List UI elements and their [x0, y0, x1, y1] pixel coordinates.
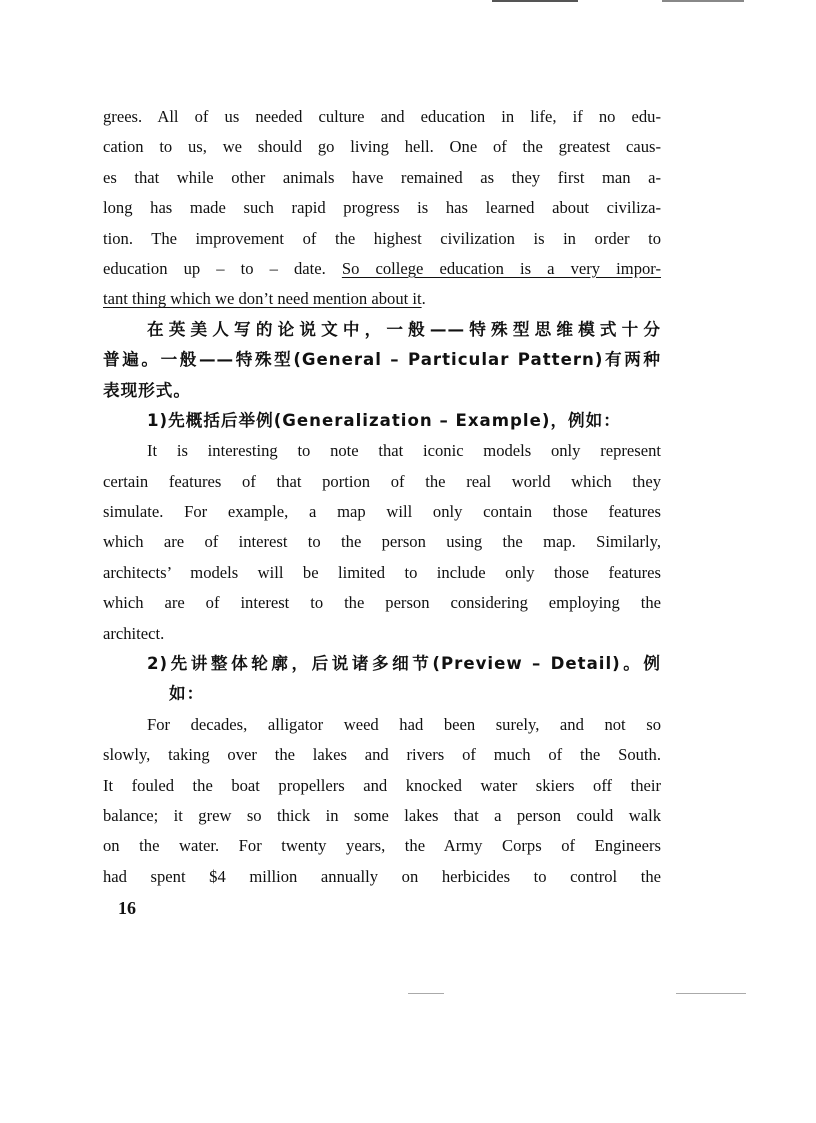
- paragraph-3-line: which are of interest to the person using the map. Similarly,: [103, 532, 661, 552]
- underlined-sentence: tant thing which we don’t need mention about it: [103, 289, 422, 309]
- page-number: 16: [118, 898, 136, 918]
- paragraph-1-line: [103, 284, 661, 314]
- plain-text: education up – to – date.: [103, 258, 342, 278]
- paragraph-2-line: 表现形式。: [103, 380, 191, 400]
- paragraph-1-line: grees. All of us needed culture and education in life, if no edu-: [103, 107, 661, 126]
- paragraph-4-line: balance; it grew so thick in some lakes that a person could walk: [103, 805, 661, 825]
- paragraph-1-line: es that while other animals have remained as they first man a-: [103, 167, 661, 187]
- paragraph-1-line: cation to us, we should go living hell. One of the greatest caus-: [103, 137, 661, 157]
- item-2-heading: 2)先讲整体轮廓，后说诸多细节(Preview – Detail)。例: [147, 654, 661, 674]
- paragraph-1-line: [103, 254, 661, 284]
- plain-text: .: [421, 289, 426, 309]
- scan-edge-mark: [492, 0, 578, 2]
- paragraph-3-line: architect.: [103, 623, 165, 643]
- paragraph-4-line: For decades, alligator weed had been surely, and not so: [147, 714, 661, 734]
- paragraph-3-line: architects’ models will be limited to include only those features: [103, 562, 661, 582]
- paragraph-3-line: simulate. For example, a map will only contain those features: [103, 502, 661, 522]
- paragraph-3-line: certain features of that portion of the real world which they: [103, 471, 661, 491]
- paragraph-4-line: on the water. For twenty years, the Army Corps of Engineers: [103, 836, 661, 856]
- scan-artifact: [676, 993, 746, 994]
- paragraph-4-line: It fouled the boat propellers and knocked water skiers off their: [103, 775, 661, 795]
- paragraph-3-line: It is interesting to note that iconic models only represent: [147, 441, 661, 461]
- page-body: [103, 102, 661, 892]
- paragraph-2-line: 普遍。一般——特殊型(General – Particular Pattern)有两种: [103, 350, 661, 370]
- scan-edge-mark: [662, 0, 744, 2]
- item-2-heading: 如：: [169, 684, 205, 704]
- item-1-heading: 1)先概括后举例(Generalization – Example)，例如：: [147, 410, 621, 430]
- paragraph-1-line: long has made such rapid progress is has learned about civiliza-: [103, 198, 661, 218]
- underlined-sentence: So college education is a very impor-: [341, 258, 662, 278]
- paragraph-1-line: tion. The improvement of the highest civilization is in order to: [103, 228, 661, 248]
- paragraph-4-line: slowly, taking over the lakes and rivers of much of the South.: [103, 745, 661, 765]
- scan-artifact: [408, 993, 444, 994]
- paragraph-3-line: which are of interest to the person considering employing the: [103, 593, 661, 613]
- paragraph-4-line: had spent $4 million annually on herbicides to control the: [103, 866, 661, 886]
- paragraph-2-line: 在英美人写的论说文中，一般——特殊型思维模式十分: [147, 319, 661, 339]
